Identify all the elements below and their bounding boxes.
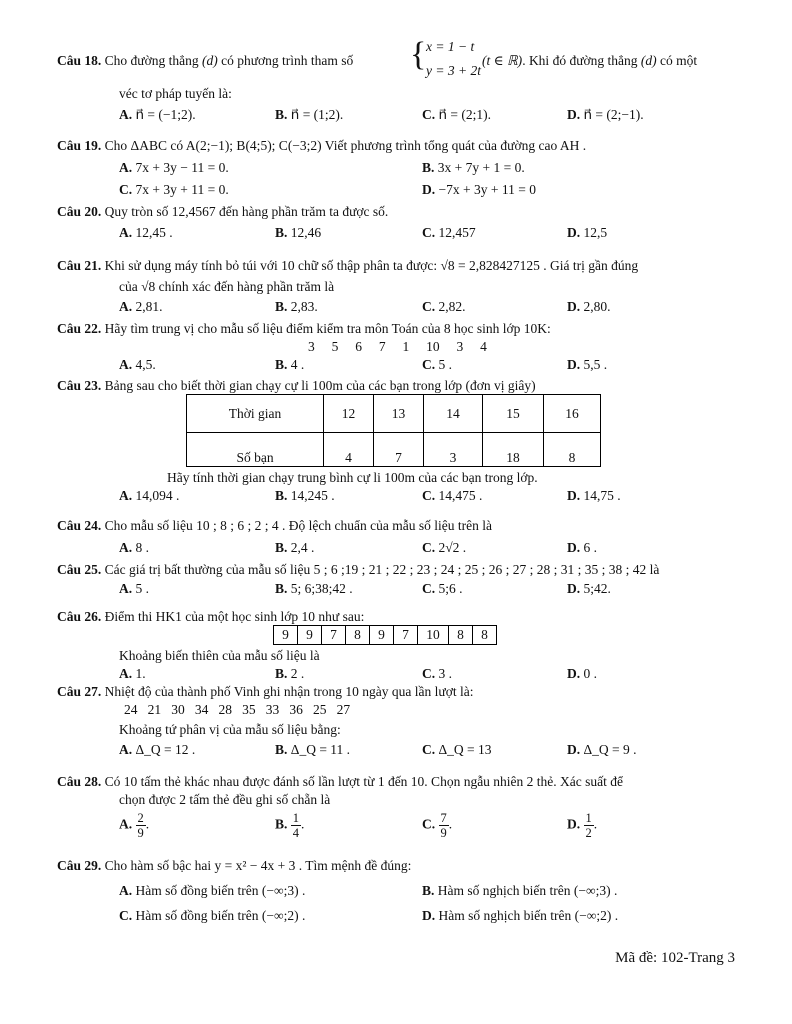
q22-option-b[interactable]: B. 4 . [275, 357, 305, 372]
q28-option-a[interactable]: A. $\frac{2}{9}$ . [119, 811, 150, 840]
q19-option-d[interactable]: D. −7x + 3y + 11 = 0 [422, 182, 536, 197]
table-cell: 4 [324, 433, 374, 467]
q29-option-b[interactable]: B. Hàm số nghịch biến trên (−∞;3) . [422, 883, 618, 898]
table-cell: 7 [374, 433, 424, 467]
q23-table [186, 394, 601, 467]
q24-option-a[interactable]: A. 8 . [119, 540, 149, 555]
q21-option-d[interactable]: D. 2,80. [567, 299, 611, 314]
q19-option-c[interactable]: C. 7x + 3y + 11 = 0. [119, 182, 229, 197]
q22-stem: Câu 22. Hãy tìm trung vị cho mẫu số liệu điểm kiểm tra môn Toán của 8 học sinh lớp 10K: [57, 321, 551, 336]
fraction: $\frac{1}{4}$ [292, 811, 300, 840]
table-cell: 9 [298, 626, 322, 645]
q21-option-a[interactable]: A. 2,81. [119, 299, 163, 314]
q26-option-b[interactable]: B. 2 . [275, 666, 305, 681]
q29-option-a[interactable]: A. Hàm số đồng biến trên (−∞;3) . [119, 883, 306, 898]
q20-stem: Câu 20. Quy tròn số 12,4567 đến hàng phần trăm ta được số. [57, 204, 389, 219]
q27-stem: Câu 27. Nhiệt độ của thành phố Vinh ghi nhận trong 10 ngày qua lần lượt là: [57, 684, 474, 699]
q26-question: Khoảng biến thiên của mẫu số liệu là [119, 648, 320, 663]
q26-option-c[interactable]: C. 3 . [422, 666, 452, 681]
system-brace: { [410, 36, 427, 73]
q24-option-b[interactable]: B. 2,4 . [275, 540, 315, 555]
q20-option-a[interactable]: A. 12,45 . [119, 225, 173, 240]
q25-option-b[interactable]: B. 5; 6;38;42 . [275, 581, 353, 596]
q18-option-b[interactable]: B. n⃗ = (1;2). [275, 107, 344, 122]
q23-option-c[interactable]: C. 14,475 . [422, 488, 483, 503]
table-row [274, 626, 497, 645]
table-cell: 8 [449, 626, 473, 645]
q23-stem: Câu 23. Bảng sau cho biết thời gian chạy cự li 100m của các bạn trong lớp (đơn vị giây) [57, 378, 536, 393]
fraction: $\frac{2}{9}$ [137, 811, 144, 840]
q22-data: 3 5 6 7 1 10 3 4 [308, 339, 487, 354]
q26-option-a[interactable]: A. 1. [119, 666, 146, 681]
q25-option-a[interactable]: A. 5 . [119, 581, 149, 596]
q21-stem: Câu 21. Khi sử dụng máy tính bỏ túi với 10 chữ số thập phân ta được: √8 = 2,828427125 . Giá trị gần đúng [57, 258, 639, 273]
table-row [187, 433, 601, 467]
table-cell: 13 [374, 395, 424, 433]
q24-option-c[interactable]: C. 2√2 . [422, 540, 467, 555]
q25-option-d[interactable]: D. 5;42. [567, 581, 611, 596]
q19-option-a[interactable]: A. 7x + 3y − 11 = 0. [119, 160, 229, 175]
q18-eq1: x = 1 − t [426, 39, 475, 54]
q26-stem: Câu 26. Điểm thi HK1 của một học sinh lớp 10 như sau: [57, 609, 365, 624]
table-cell: 7 [322, 626, 346, 645]
q27-option-b[interactable]: B. Δ_Q = 11 . [275, 742, 351, 757]
table-cell: 8 [473, 626, 497, 645]
table-row [187, 395, 601, 433]
table-cell: 18 [483, 433, 544, 467]
q29-option-c[interactable]: C. Hàm số đồng biến trên (−∞;2) . [119, 908, 306, 923]
fraction: $\frac{7}{9}$ [440, 811, 447, 840]
table-cell: 7 [394, 626, 418, 645]
q25-option-c[interactable]: C. 5;6 . [422, 581, 463, 596]
table-cell: 8 [346, 626, 370, 645]
q18-option-a[interactable]: A. n⃗ = (−1;2). [119, 107, 196, 122]
q26-score-table [273, 625, 497, 645]
q23-option-a[interactable]: A. 14,094 . [119, 488, 180, 503]
table-cell: 15 [483, 395, 544, 433]
q20-option-c[interactable]: C. 12,457 [422, 225, 476, 240]
q28-stem-2: chọn được 2 tấm thẻ đều ghi số chẵn là [119, 792, 331, 807]
q27-option-c[interactable]: C. Δ_Q = 13 [422, 742, 492, 757]
table-cell: 16 [544, 395, 601, 433]
q29-option-d[interactable]: D. Hàm số nghịch biến trên (−∞;2) . [422, 908, 619, 923]
q21-stem-2: của √8 chính xác đến hàng phần trăm là [119, 279, 335, 294]
page-footer: Mã đề: 102-Trang 3 [615, 950, 735, 966]
q18-stem-rest: (t ∈ ℝ). Khi đó đường thẳng (d) có một [482, 53, 698, 68]
q27-option-a[interactable]: A. Δ_Q = 12 . [119, 742, 196, 757]
q27-question: Khoảng tứ phân vị của mẫu số liệu bằng: [119, 722, 341, 737]
q22-option-d[interactable]: D. 5,5 . [567, 357, 608, 372]
q28-option-c[interactable]: C. $\frac{7}{9}$ . [422, 811, 453, 840]
table-cell: 12 [324, 395, 374, 433]
q20-option-d[interactable]: D. 12,5 [567, 225, 608, 240]
q26-option-d[interactable]: D. 0 . [567, 666, 597, 681]
table-cell: 9 [370, 626, 394, 645]
fraction: $\frac{1}{2}$ [585, 811, 592, 840]
q18-stem: Câu 18. Cho đường thẳng (d) có phương trình tham số [57, 53, 354, 68]
q24-stem: Câu 24. Cho mẫu số liệu 10 ; 8 ; 6 ; 2 ; 4 . Độ lệch chuẩn của mẫu số liệu trên là [57, 518, 492, 533]
q18-eq2: y = 3 + 2t [426, 63, 481, 78]
q21-option-c[interactable]: C. 2,82. [422, 299, 466, 314]
q27-option-d[interactable]: D. Δ_Q = 9 . [567, 742, 637, 757]
q21-option-b[interactable]: B. 2,83. [275, 299, 318, 314]
q23-option-d[interactable]: D. 14,75 . [567, 488, 621, 503]
table-cell: 14 [424, 395, 483, 433]
q18-option-d[interactable]: D. n⃗ = (2;−1). [567, 107, 644, 122]
q18-option-c[interactable]: C. n⃗ = (2;1). [422, 107, 492, 122]
q23-question: Hãy tính thời gian chạy trung bình cự li 100m của các bạn trong lớp. [167, 470, 538, 485]
q19-option-b[interactable]: B. 3x + 7y + 1 = 0. [422, 160, 525, 175]
table-row-label: Số bạn [187, 433, 324, 467]
q27-data: 24 21 30 34 28 35 33 36 25 27 [124, 702, 351, 717]
q28-stem: Câu 28. Có 10 tấm thẻ khác nhau được đánh số lần lượt từ 1 đến 10. Chọn ngẫu nhiên 2 thẻ. Xác suất để [57, 774, 624, 789]
q23-option-b[interactable]: B. 14,245 . [275, 488, 335, 503]
q22-option-a[interactable]: A. 4,5. [119, 357, 156, 372]
q29-stem: Câu 29. Cho hàm số bậc hai y = x² − 4x + 3 . Tìm mệnh đề đúng: [57, 858, 412, 873]
q25-stem: Câu 25. Các giá trị bất thường của mẫu số liệu 5 ; 6 ;19 ; 21 ; 22 ; 23 ; 24 ; 25 ; 26 ; 27 ; 28 ; 31 ; 35 ; 38 ; 42 là [57, 562, 660, 577]
q28-option-b[interactable]: B. $\frac{1}{4}$ . [275, 811, 305, 840]
q22-option-c[interactable]: C. 5 . [422, 357, 452, 372]
q24-option-d[interactable]: D. 6 . [567, 540, 597, 555]
q20-option-b[interactable]: B. 12,46 [275, 225, 322, 240]
table-row-label: Thời gian [187, 395, 324, 433]
table-cell: 10 [418, 626, 449, 645]
table-cell: 3 [424, 433, 483, 467]
q28-option-d[interactable]: D. $\frac{1}{2}$ . [567, 811, 598, 840]
table-cell: 8 [544, 433, 601, 467]
q18-stem-2: véc tơ pháp tuyến là: [119, 86, 232, 101]
q19-stem: Câu 19. Cho ΔABC có A(2;−1); B(4;5); C(−3;2) Viết phương trình tổng quát của đường cao AH . [57, 138, 587, 153]
table-cell: 9 [274, 626, 298, 645]
